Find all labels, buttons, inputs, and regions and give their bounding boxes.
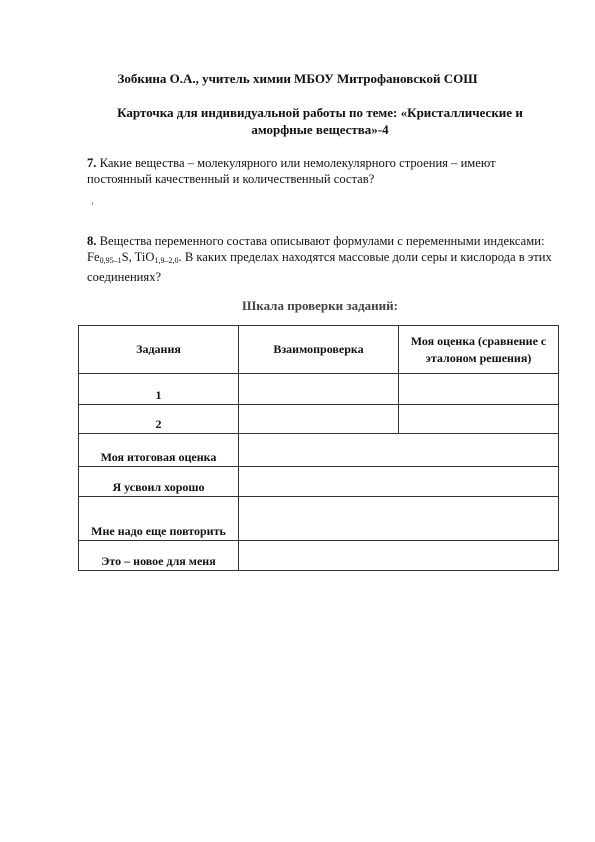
task-8-text-mid: S, TiO: [121, 250, 155, 264]
my-grade-cell[interactable]: [399, 405, 559, 434]
summary-value-cell[interactable]: [239, 541, 559, 571]
table-row: [79, 405, 559, 434]
summary-label: Моя итоговая оценка: [79, 434, 239, 467]
header-peer-check: Взаимопроверка: [239, 326, 399, 374]
summary-row: [79, 541, 559, 571]
task-7-text: Какие вещества – молекулярного или немолекулярного строения – имеют постоянный качественный и количественный состав?: [87, 156, 496, 186]
my-grade-cell[interactable]: [399, 374, 559, 405]
summary-row: [79, 434, 559, 467]
summary-row: [79, 497, 559, 541]
summary-value-cell[interactable]: [239, 434, 559, 467]
task-number-cell: 2: [79, 405, 239, 434]
table-row: [79, 374, 559, 405]
task-7-number: 7.: [87, 156, 97, 170]
table-header-row: [79, 326, 559, 374]
peer-check-cell[interactable]: [239, 405, 399, 434]
summary-label: Мне надо еще повторить: [79, 497, 239, 541]
task-8-text-after: . В каких пределах находятся массовые доли серы и кислорода в этих соединениях?: [87, 250, 552, 284]
header-my-grade: Моя оценка (сравнение с эталоном решения): [399, 326, 559, 374]
summary-value-cell[interactable]: [239, 467, 559, 497]
task-number-cell: 1: [79, 374, 239, 405]
task-8-text-before: Вещества переменного состава описывают формулами с переменными индексами: Fe: [87, 234, 545, 264]
author-line: Зобкина О.А., учитель химии МБОУ Митрофановской СОШ: [117, 71, 478, 86]
summary-value-cell[interactable]: [239, 497, 559, 541]
stray-mark: [92, 202, 93, 205]
card-title: Карточка для индивидуальной работы по теме: «Кристаллические и аморфные вещества»-4: [117, 105, 523, 137]
summary-row: [79, 467, 559, 497]
task-8-subscript-fe: 0,95–1: [99, 256, 122, 265]
task-8-subscript-ti: 1,9–2,0: [154, 256, 179, 265]
task-7: [87, 155, 562, 187]
summary-label: Это – новое для меня: [79, 541, 239, 571]
header-tasks: Задания: [79, 326, 239, 374]
summary-label: Я усвоил хорошо: [79, 467, 239, 497]
task-8-number: 8.: [87, 234, 97, 248]
scale-title: Шкала проверки заданий:: [242, 298, 398, 313]
task-8: [87, 233, 562, 285]
peer-check-cell[interactable]: [239, 374, 399, 405]
scale-table: [78, 325, 559, 571]
